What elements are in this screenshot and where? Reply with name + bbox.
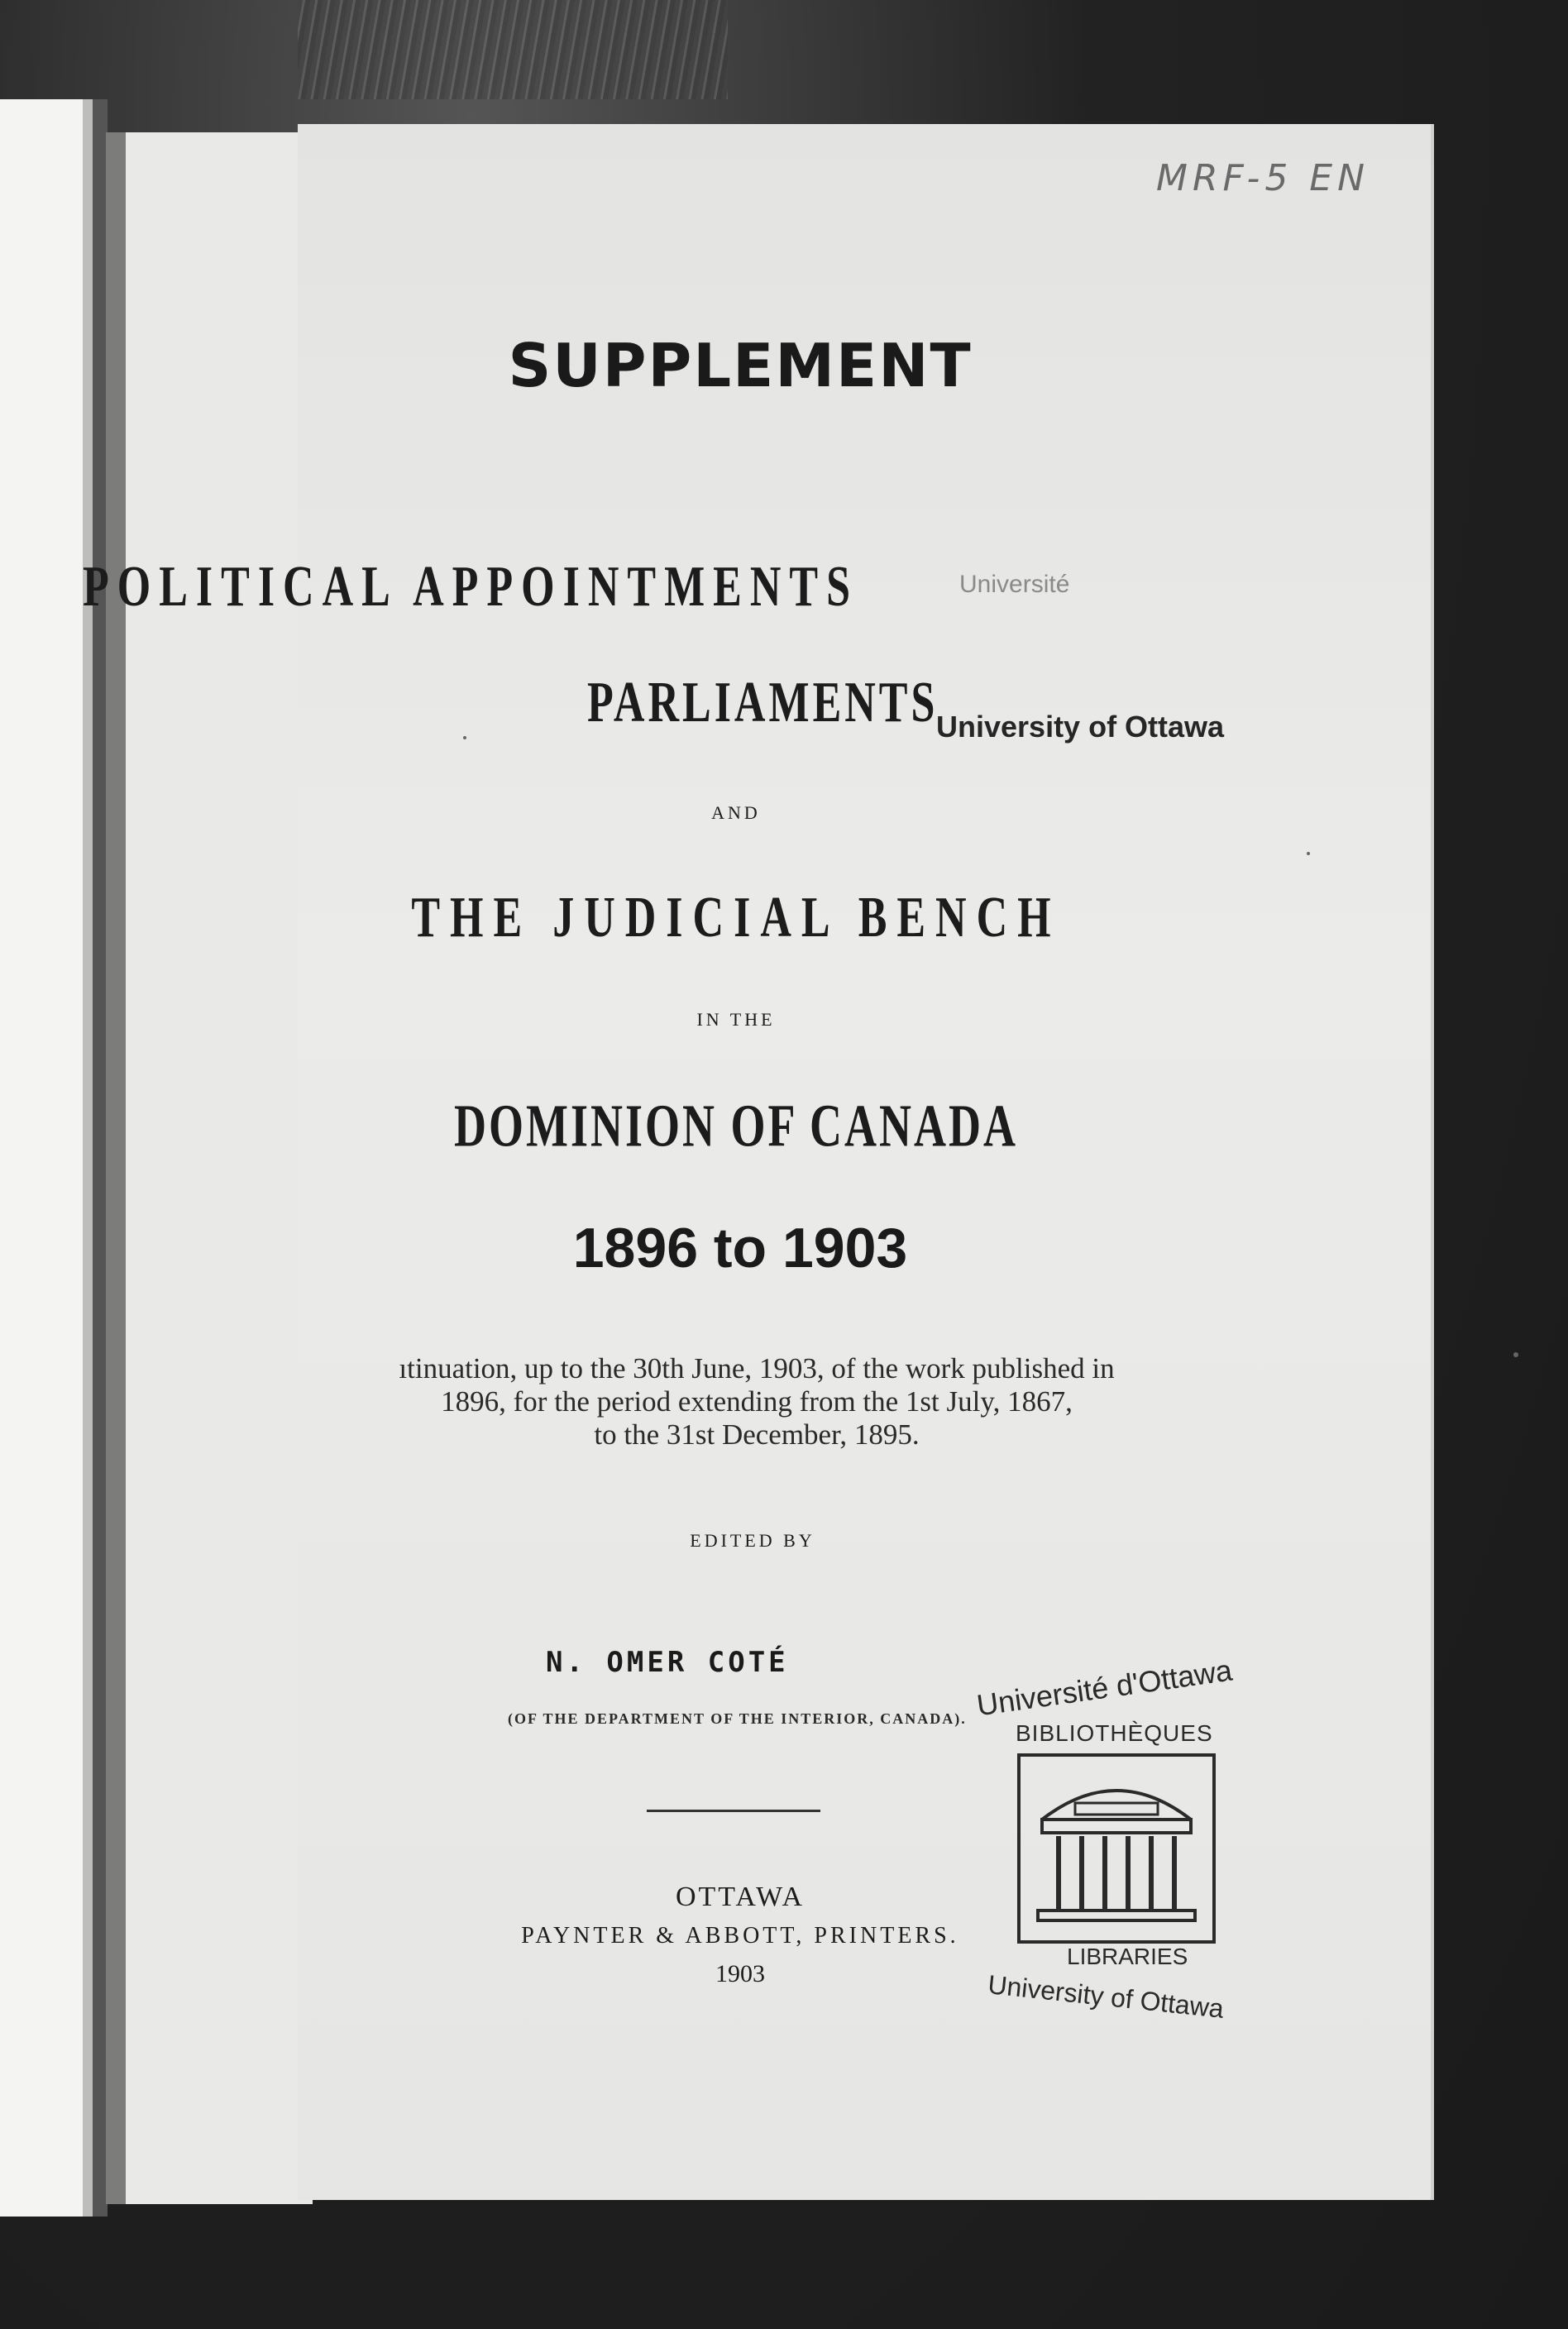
continuation-line-3: to the 31st December, 1895. (594, 1418, 920, 1451)
continuation-line-1: ıtinuation, up to the 30th June, 1903, of the work published in (399, 1352, 1115, 1384)
subject-line-1-text: POLITICAL APPOINTMENTS (83, 555, 859, 619)
subject-line-judicial-bench (298, 886, 1174, 949)
ownership-stamp-faint: Université (959, 571, 1070, 598)
library-stamp-bottom: University of Ottawa (986, 1969, 1226, 2024)
subject-line-dominion (298, 1092, 1174, 1160)
year-range: 1896 to 1903 (572, 1217, 908, 1279)
subject-line-parliaments (587, 671, 939, 734)
scan-speck (463, 736, 466, 739)
continuation-note (298, 1352, 1216, 1451)
author-affiliation: (OF THE DEPARTMENT OF THE INTERIOR, CANADA). (508, 1710, 967, 1727)
library-stamp-libraries: LIBRARIES (1067, 1944, 1188, 1969)
library-building-icon (1017, 1753, 1216, 1944)
continuation-line-2: 1896, for the period extending from the 1st July, 1867, (441, 1385, 1073, 1418)
scan-speck (1307, 852, 1310, 855)
imprint-year: 1903 (715, 1960, 765, 1987)
library-stamp-top: Université d'Ottawa (974, 1652, 1235, 1723)
subject-line-2-text: PARLIAMENTS (587, 671, 939, 734)
author-name: N. OMER COTÉ (546, 1646, 789, 1679)
subject-line-3-text: THE JUDICIAL BENCH (411, 886, 1061, 949)
handwritten-shelfmark: MRF-5 EN (1156, 157, 1370, 199)
connector-and: AND (711, 802, 761, 823)
scan-edge-texture (298, 0, 728, 99)
edited-by-label: EDITED BY (690, 1530, 815, 1551)
library-stamp (974, 1652, 1257, 2024)
imprint-printer: PAYNTER & ABBOTT, PRINTERS. (521, 1923, 959, 1949)
divider-rule (647, 1810, 820, 1812)
imprint-city: OTTAWA (675, 1882, 806, 1912)
subject-line-political-appointments (83, 555, 1398, 619)
connector-in-the: IN THE (696, 1009, 776, 1030)
supplement-title: SUPPLEMENT (508, 331, 973, 400)
library-stamp-bibliotheques: BIBLIOTHÈQUES (1016, 1720, 1213, 1746)
scan-speck (1513, 1352, 1518, 1357)
subject-line-4-text: DOMINION OF CANADA (454, 1092, 1018, 1160)
ownership-stamp: University of Ottawa (936, 710, 1225, 744)
